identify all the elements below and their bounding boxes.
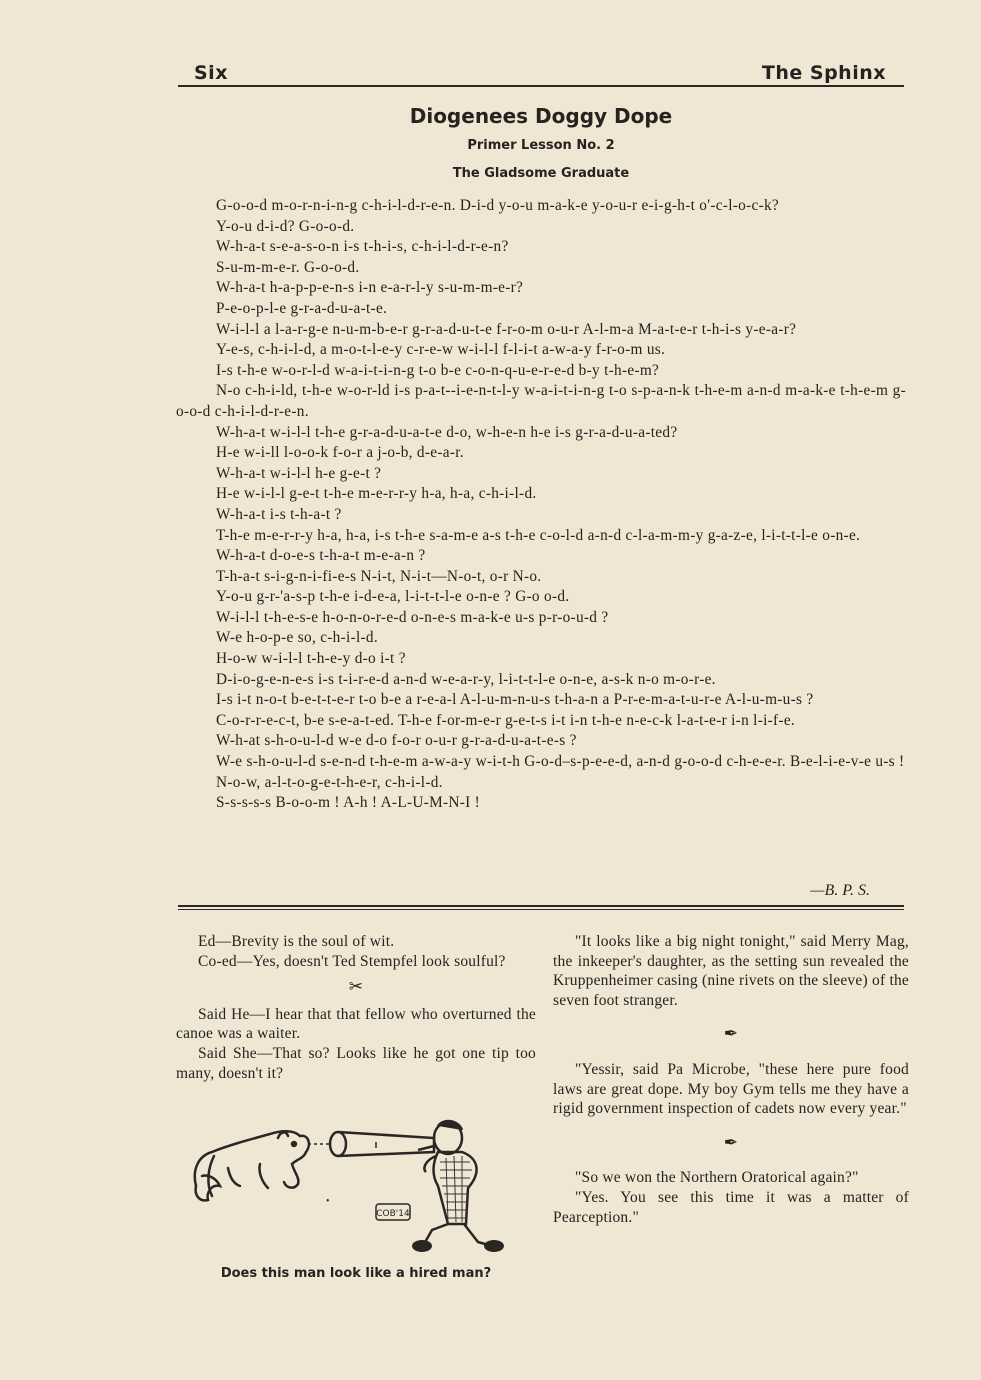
lesson-line: W-h-a-t w-i-l-l h-e g-e-t ? [216,464,382,482]
ornament-icon: ✂ [348,977,364,997]
lesson-line: W-h-a-t i-s t-h-a-t ? [216,505,342,523]
lesson-line: N-o c-h-i-ld, t-h-e w-o-r-ld i-s p-a-t--i-e-n-t-l-y w-a-i-t-i-n-g t-o s-p-a-n-k t-h-e-m a-n-d m-a-k-e t-h-e-m g-o-o-d c-h-i-l-d-r-e-n. [176,382,906,420]
lesson-line: W-i-l-l a l-a-r-g-e n-u-m-b-e-r g-r-a-d-u-t-e f-r-o-m o-u-r A-l-m-a M-a-t-e-r t-h-i-s y-e-a-r? [216,320,797,338]
header-rule [178,85,904,87]
lesson-line: S-u-m-m-e-r. G-o-o-d. [216,258,360,276]
joke-line: Ed—Brevity is the soul of wit. [198,933,395,950]
joke-line: Said He—I hear that that fellow who overturned the canoe was a waiter. [176,1005,536,1043]
page-header [178,60,904,86]
lesson-line: W-h-a-t w-i-l-l t-h-e g-r-a-d-u-a-t-e d-o, w-h-e-n h-e i-s g-r-a-d-u-a-ted? [216,423,678,441]
right-column [553,932,909,1227]
lesson-line: S-s-s-s-s B-o-o-m ! A-h ! A-L-U-M-N-I ! [216,794,481,812]
lesson-line: H-e w-i-l-l g-e-t t-h-e m-e-r-r-y h-a, h-a, c-h-i-l-d. [216,485,537,503]
svg-text:•: • [326,1196,330,1207]
publication-title: The Sphinx [761,62,886,84]
lesson-line: W-h-a-t h-a-p-p-e-n-s i-n e-a-r-l-y s-u-m-m-e-r? [216,279,524,297]
cartoon-label: COB'14 [376,1209,410,1219]
ornament-icon: ✒ [723,1132,739,1152]
signature: —B. P. S. [810,882,870,899]
joke-line: Co-ed—Yes, doesn't Ted Stempfel look soulful? [198,952,506,970]
lesson-text [176,196,906,814]
lesson-line: I-s t-h-e w-o-r-l-d w-a-i-t-i-n-g t-o b-e c-o-n-q-u-e-r-e-d b-y t-h-e-m? [216,361,660,379]
lesson-line: N-o-w, a-l-t-o-g-e-t-h-e-r, c-h-i-l-d. [216,773,443,791]
lesson-line: Y-e-s, c-h-i-l-d, a m-o-t-l-e-y c-r-e-w w-i-l-l f-l-i-t a-w-a-y f-r-o-m us. [216,341,666,359]
lesson-line: W-h-a-t d-o-e-s t-h-a-t m-e-a-n ? [216,547,426,565]
right-paragraph: "So we won the Northern Oratorical again?" [575,1169,859,1187]
joke-line: Said She—That so? Looks like he got one tip too many, doesn't it? [176,1044,536,1082]
lesson-line: Y-o-u g-r-'a-s-p t-h-e i-d-e-a, l-i-t-t-l-e o-n-e ? G-o o-d. [216,588,570,606]
lesson-line: W-e h-o-p-e so, c-h-i-l-d. [216,629,378,647]
article-title: Diogenees Doggy Dope [409,104,673,128]
lesson-line: H-e w-i-ll l-o-o-k f-o-r a j-o-b, d-e-a-r. [216,444,464,462]
right-paragraph: "Yessir, said Pa Microbe, "these here pure food laws are great dope. My boy Gym tells me they have a rigid government inspection of cadets now every year." [553,1060,909,1118]
page-number: Six [194,62,228,84]
lesson-line: Y-o-u d-i-d? G-o-o-d. [216,217,355,235]
lesson-line: W-e s-h-o-u-l-d s-e-n-d t-h-e-m a-w-a-y w-i-t-h G-o-d–s-p-e-e-d, a-n-d g-o-o-d c-h-e-e-r. B-e-l-i-e-v-e u-s ! [216,753,905,771]
section-rule-thin [178,909,904,910]
lesson-line: D-i-o-g-e-n-e-s i-s t-i-r-e-d a-n-d w-e-a-r-y, l-i-t-t-l-e o-n-e, a-s-k n-o m-o-r-e. [216,670,716,688]
lesson-line: I-s i-t n-o-t b-e-t-t-e-r t-o b-e a r-e-a-l A-l-u-m-n-u-s t-h-a-n a P-r-e-m-a-t-u-r-e A-l-u-m-u-s ? [216,691,814,709]
lesson-line: H-o-w w-i-l-l t-h-e-y d-o i-t ? [216,650,406,668]
lesson-line: C-o-r-r-e-c-t, b-e s-e-a-t-ed. T-h-e f-or-m-e-r g-e-t-s i-t i-n t-h-e n-e-c-k l-a-t-e-r i-n l-i-f-e. [216,711,796,729]
right-paragraph: "It looks like a big night tonight," said Merry Mag, the inkeeper's daughter, as the setting sun revealed the Kruppenheimer casing (nine rivets on the sleeve) of the seven foot stranger. [553,933,909,1009]
section-rule [178,905,904,907]
right-paragraph: "Yes. You see this time it was a matter of Pearception." [553,1188,909,1226]
article-subtitle: Primer Lesson No. 2 [467,138,615,153]
lesson-line: T-h-a-t s-i-g-n-i-fi-e-s N-i-t, N-i-t—N-o-t, o-r N-o. [216,567,542,585]
cartoon-illustration [186,1112,516,1256]
lesson-line: T-h-e m-e-r-r-y h-a, h-a, i-s t-h-e s-a-m-e a-s t-h-e c-o-l-d a-n-d c-l-a-m-m-y g-a-z-e, l-i-t-t-l-e o-n-e. [216,526,861,544]
lesson-line: W-h-a-t s-e-a-s-o-n i-s t-h-i-s, c-h-i-l-d-r-e-n? [216,238,509,256]
article-subtitle-2: The Gladsome Graduate [452,166,630,181]
lesson-line: W-i-l-l t-h-e-s-e h-o-n-o-r-e-d o-n-e-s m-a-k-e u-s p-r-o-u-d ? [216,608,609,626]
lesson-line: G-o-o-d m-o-r-n-i-n-g c-h-i-l-d-r-e-n. D-i-d y-o-u m-a-k-e y-o-u-r e-i-g-h-t o'-c-l-o-c-k? [216,197,780,214]
ornament-icon: ✒ [723,1024,739,1044]
cartoon-caption: Does this man look like a hired man? [220,1266,492,1281]
lesson-line: P-e-o-p-l-e g-r-a-d-u-a-t-e. [216,299,388,317]
lesson-line: W-h-at s-h-o-u-l-d w-e d-o f-o-r o-u-r g-r-a-d-u-a-t-e-s ? [216,732,577,750]
left-column [176,932,536,1083]
